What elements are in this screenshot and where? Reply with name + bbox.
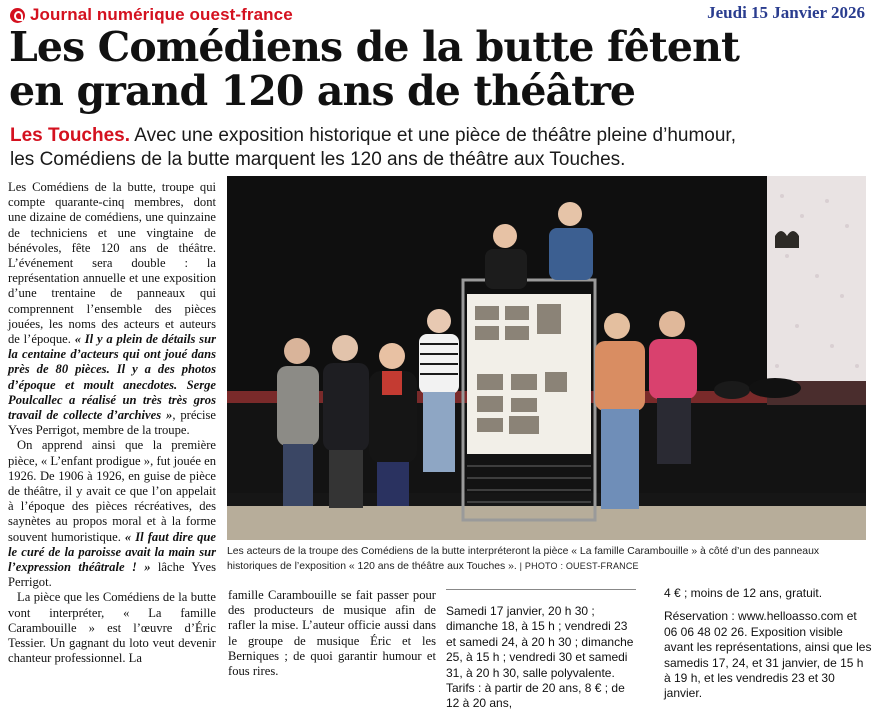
dateline-place: Les Touches. bbox=[10, 125, 131, 146]
reservation-info: Réservation : www.helloasso.com et 06 06 48 02 26. Exposition visible avant les représentations, ainsi que les samedis 17, 24, et 31 janvier, de 15 h à 19 h, et les vendredis 23 et 30 janvier. bbox=[664, 609, 872, 701]
headline-line-1: Les Comédiens de la butte fêtent bbox=[9, 23, 740, 71]
quote-2: « Il faut dire que le curé de la paroisse avait la main sur l’expression théâtrale ! » bbox=[8, 529, 216, 575]
paragraph-2-text: On apprend ainsi que la première pièce, « L’enfant prodigue », fut jouée en 1926. De 1906 à 1926, en guise de pièce de théâtre, il y avait ce que l’on appelait à l’époque des pièces récréatives, des saynètes au propos moral et à la forme souvent humoristique. bbox=[8, 438, 216, 544]
paragraph-1 bbox=[8, 180, 216, 438]
paragraph-3: La pièce que les Comédiens de la butte vont interpréter, « La famille Carambouille » est l’œuvre d’Éric Tessier. Un gagnant du loto veut devenir chanteur professionnel. La bbox=[8, 590, 216, 666]
quote-1: « Il y a plein de détails sur la centaine d’acteurs qui ont joué dans près de 80 pièces. Il y a des photos d’époque et moult anecdotes. Serge Poulcallec a réalisé un très très gros travail de collecte d’archives » bbox=[8, 332, 216, 423]
article-photo bbox=[227, 176, 866, 540]
edition-date: Jeudi 15 Janvier 2026 bbox=[707, 3, 865, 22]
info-divider bbox=[446, 589, 636, 590]
ouest-france-logo-icon bbox=[10, 8, 25, 23]
photo-credit: | PHOTO : OUEST-FRANCE bbox=[519, 561, 639, 571]
headline-line-2: en grand 120 ans de théâtre bbox=[9, 67, 636, 115]
photo-illustration bbox=[227, 176, 866, 540]
article-headline bbox=[9, 25, 869, 113]
publication-name: Journal numérique ouest-france bbox=[30, 5, 293, 24]
pricing-continued: 4 € ; moins de 12 ans, gratuit. bbox=[664, 586, 823, 600]
standfirst-line-2: les Comédiens de la butte marquent les 120 ans de théâtre aux Touches. bbox=[10, 149, 626, 170]
caption-text: Les acteurs de la troupe des Comédiens de la butte interpréteront la pièce « La famille Carambouille » à côté d’un des panneaux historiques de l’exposition « 120 ans de théâtre aux Touches ». bbox=[227, 546, 820, 572]
paragraph-2-end: lâche Yves Perrigot. bbox=[8, 560, 216, 590]
paragraph-1-text: Les Comédiens de la butte, troupe qui compte quarante-cinq membres, dont une dizaine de comédiens, une quinzaine de techniciens et une vingtaine de bénévoles, fête 120 ans de théâtre. L’événement sera double : la représentation annuelle et une exposition d’une trentaine de panneaux qui comprennent l’ensemble des pièces jouées, les noms des acteurs et auteurs de l’époque. bbox=[8, 180, 216, 347]
paragraph-2 bbox=[8, 438, 216, 590]
practical-info-schedule: Samedi 17 janvier, 20 h 30 ; dimanche 18, à 15 h ; vendredi 23 et samedi 24, à 20 h 30 ; dimanche 25, à 15 h ; vendredi 30 et samedi 31, à 20 h 30, salle polyvalente. Tarifs : à partir de 20 ans, 8 € ; de 12 à 20 ans, bbox=[446, 604, 634, 711]
standfirst-line-1: Avec une exposition historique et une pièce de théâtre pleine d’humour, bbox=[130, 125, 736, 146]
article-body-middle-column: famille Carambouille se fait passer pour des producteurs de musique afin de rafler la mise. L’auteur officie aussi dans le groupe de musique Éric et les Berniques ; de quoi garantir humour et fous rires. bbox=[228, 588, 436, 679]
article-standfirst bbox=[10, 124, 870, 172]
practical-info-booking bbox=[664, 586, 872, 702]
article-body-left-column bbox=[8, 180, 216, 667]
paragraph-1-end: , précise Yves Perrigot, membre de la troupe. bbox=[8, 408, 217, 438]
photo-caption bbox=[227, 545, 869, 574]
